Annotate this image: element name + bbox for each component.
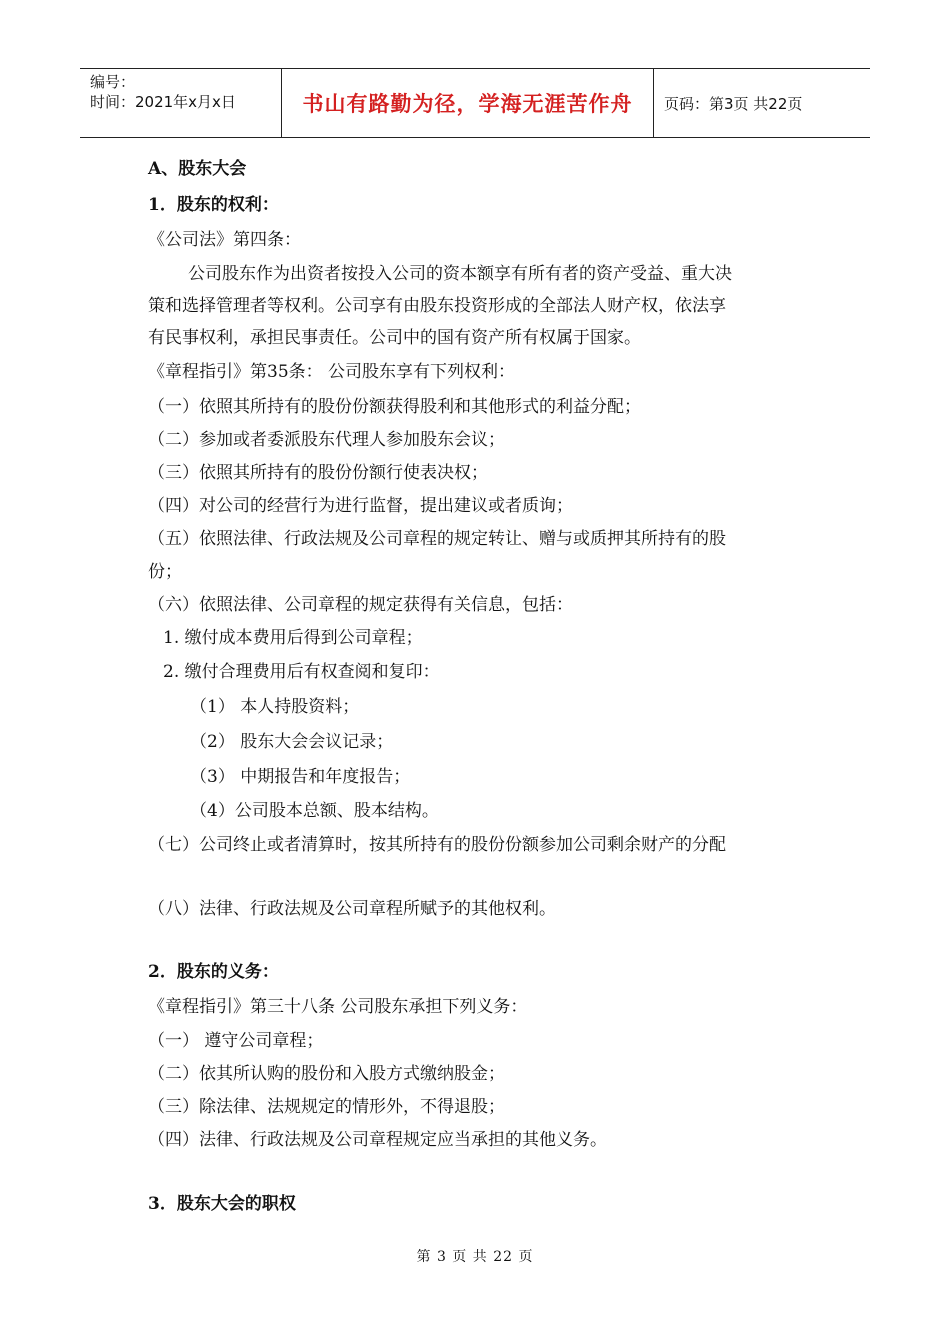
list-item: （五）依照法律、行政法规及公司章程的规定转让、赠与或质押其所持有的股 [148,529,726,549]
document-number: 编号： [90,73,136,91]
list-item: （一） 遵守公司章程； [148,1031,324,1051]
list-item: （二）参加或者委派股东代理人参加股东会议； [148,430,505,450]
list-item: （一）依照其所持有的股份份额获得股利和其他形式的利益分配； [148,397,641,417]
page-footer: 第 3 页 共 22 页 [416,1249,534,1265]
list-item: （四）法律、行政法规及公司章程规定应当承担的其他义务。 [148,1130,607,1150]
sub-sub-list-item: （2） 股东大会会议记录； [190,732,394,752]
page-info: 页码：第3页 共22页 [664,94,803,113]
list-item: （三）依照其所持有的股份份额行使表决权； [148,463,488,483]
heading-meeting-powers: 3．股东大会的职权 [148,1194,296,1214]
motto: 书山有路勤为径，学海无涯苦作舟 [302,92,633,116]
sub-list-item: 2. 缴付合理费用后有权查阅和复印： [163,662,440,682]
heading-shareholder-rights: 1．股东的权利： [148,195,279,215]
header-motto-cell [282,69,654,137]
list-item: （八）法律、行政法规及公司章程所赋予的其他权利。 [148,899,556,919]
paragraph-line: 公司股东作为出资者按投入公司的资本额享有所有者的资产受益、重大决 [188,264,732,284]
list-item-continuation: 份； [148,562,182,582]
list-item: （三）除法律、法规规定的情形外，不得退股； [148,1097,505,1117]
paragraph-line: 有民事权利，承担民事责任。公司中的国有资产所有权属于国家。 [148,328,641,348]
list-item: （六）依照法律、公司章程的规定获得有关信息，包括： [148,595,573,615]
sub-sub-list-item: （4）公司股本总额、股本结构。 [190,801,439,821]
duty-reference: 《章程指引》第三十八条 公司股东承担下列义务： [148,997,528,1017]
page-header [80,68,870,138]
list-item: （四）对公司的经营行为进行监督，提出建议或者质询； [148,496,573,516]
heading-shareholder-duties: 2．股东的义务： [148,962,279,982]
sub-sub-list-item: （3） 中期报告和年度报告； [190,767,411,787]
sub-list-item: 1. 缴付成本费用后得到公司章程； [163,628,423,648]
sub-sub-list-item: （1） 本人持股资料； [190,697,360,717]
header-meta [80,69,282,137]
list-item: （七）公司终止或者清算时，按其所持有的股份份额参加公司剩余财产的分配 [148,835,726,855]
list-item: （二）依其所认购的股份和入股方式缴纳股金； [148,1064,505,1084]
law-reference: 《公司法》第四条： [148,230,301,250]
section-title: A、股东大会 [148,159,247,179]
paragraph-line: 策和选择管理者等权利。公司享有由股东投资形成的全部法人财产权，依法享 [148,296,726,316]
document-date: 时间：2021年x月x日 [90,93,236,111]
guide-reference: 《章程指引》第35条： 公司股东享有下列权利： [148,362,516,382]
header-page-info [654,69,870,137]
